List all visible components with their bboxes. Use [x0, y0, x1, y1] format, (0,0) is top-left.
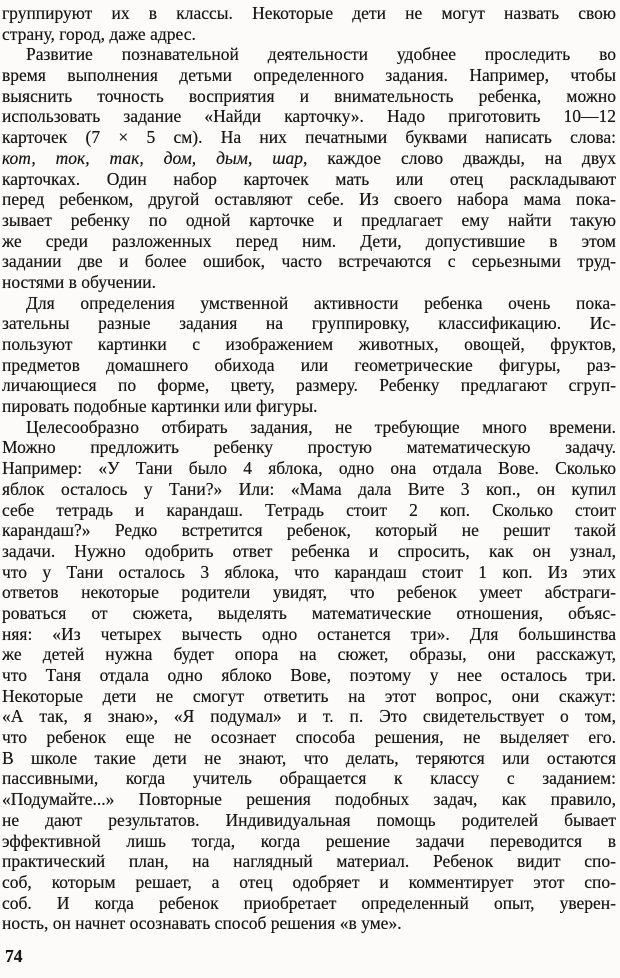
- text-segment: практический план, на наглядный материал. Ребенок видит спо-: [2, 851, 616, 872]
- text-segment: предметов домашнего обихода или геометрические фигуры, раз-: [2, 354, 616, 375]
- text-line: [2, 479, 616, 500]
- text-segment: Некоторые дети не смогут ответить на этот вопрос, они скажут:: [2, 685, 616, 706]
- text-line: [2, 396, 616, 417]
- text-segment: ность, он начнет осознавать способ решения «в уме».: [2, 913, 402, 934]
- text-line: [2, 768, 616, 789]
- text-segment: перед ребенком, другой оставляют себе. Из своего набора мама пока-: [2, 189, 616, 210]
- text-line: [2, 500, 616, 521]
- text-line: [2, 706, 616, 727]
- text-line: [2, 562, 616, 583]
- text-line: [2, 169, 616, 190]
- text-segment: пассивными, когда учитель обращается к классу с заданием:: [2, 768, 616, 789]
- text-segment: Для определения умственной активности ребенка очень пока-: [26, 292, 616, 313]
- text-segment: что ребенок еще не осознает способа решения, не выделяет его.: [2, 727, 616, 748]
- text-line: [2, 86, 616, 107]
- text-line: [2, 789, 616, 810]
- text-segment: соб, которым решает, а отец одобряет и комментирует этот спо-: [2, 871, 616, 892]
- italic-text-segment: кот, ток, так, дом, дым, шар: [2, 147, 303, 168]
- text-line: [2, 810, 616, 831]
- text-line: [2, 44, 616, 65]
- text-segment: личающиеся по форме, цвету, размеру. Ребенку предлагают сгруп-: [2, 375, 616, 396]
- text-line: [2, 665, 616, 686]
- text-line: [2, 293, 616, 314]
- text-segment: пользуют картинки с изображением животных, овощей, фруктов,: [2, 334, 616, 354]
- text-line: [2, 913, 616, 934]
- text-line: [2, 127, 616, 148]
- text-segment: «Подумайте...» Повторные решения подобных задач, как правило,: [2, 789, 616, 810]
- text-segment: пировать подобные картинки или фигуры.: [2, 396, 318, 417]
- text-segment: зательны разные задания на группировку, классификацию. Ис-: [2, 313, 616, 334]
- text-segment: Можно предложить ребенку простую математическую задачу.: [2, 437, 616, 458]
- text-segment: задачи. Нужно одобрить ответ ребенка и спросить, как он узнал,: [2, 540, 616, 561]
- text-line: [2, 603, 616, 624]
- text-line: [2, 210, 616, 231]
- text-line: [2, 334, 616, 355]
- text-line: [2, 893, 616, 914]
- text-line: [2, 437, 616, 458]
- text-segment: карандаш?» Редко встретится ребенок, который не решит такой: [2, 520, 616, 541]
- text-line: [2, 686, 616, 707]
- text-segment: карточках. Один набор карточек мать или отец раскладывают: [2, 168, 616, 189]
- text-line: [2, 582, 616, 603]
- text-segment: роваться от сюжета, выделять математические отношения, объяс-: [2, 602, 616, 623]
- text-segment: соб. И когда ребенок приобретает определенный опыт, уверен-: [2, 892, 616, 913]
- text-line: [2, 727, 616, 748]
- text-segment: себе тетрадь и карандаш. Тетрадь стоит 2 коп. Сколько стоит: [2, 499, 616, 520]
- text-line: [2, 458, 616, 479]
- text-segment: В школе такие дети не знают, что делать, теряются или остаются: [2, 747, 616, 768]
- text-line: [2, 872, 616, 893]
- text-segment: же среди разложенных перед ним. Дети, допустившие в этом: [2, 230, 616, 251]
- text-segment: ответов некоторые родители увидят, что ребенок умеет абстраги-: [2, 582, 616, 603]
- text-line: [2, 375, 616, 396]
- text-segment: группируют их в классы. Некоторые дети не могут назвать свою: [2, 3, 616, 23]
- text-segment: что у Тани осталось 3 яблока, что карандаш стоит 1 коп. Из этих: [2, 561, 616, 582]
- text-segment: «А так, я знаю», «Я подумал» и т. п. Это свидетельствует о том,: [2, 706, 616, 727]
- page-number: 74: [5, 945, 23, 966]
- text-line: [2, 65, 616, 86]
- text-block: [2, 3, 616, 934]
- text-line: [2, 624, 616, 645]
- text-line: [2, 520, 616, 541]
- text-segment: же детей нужна будет опора на сюжет, образы, они расскажут,: [2, 644, 616, 665]
- text-segment: ностями в обучении.: [2, 271, 157, 292]
- text-line: [2, 851, 616, 872]
- text-segment: время выполнения детьми определенного задания. Например, чтобы: [2, 65, 616, 86]
- text-line: [2, 24, 616, 45]
- text-line: [2, 106, 616, 127]
- text-segment: Развитие познавательной деятельности удобнее проследить во: [26, 44, 616, 65]
- text-segment: использовать задание «Найди карточку». Надо приготовить 10—12: [2, 106, 616, 127]
- text-segment: задании две и более ошибок, часто встречаются с серьезными труд-: [2, 251, 616, 272]
- text-segment: выяснить точность восприятия и внимательность ребенка, можно: [2, 85, 616, 106]
- text-line: [2, 748, 616, 769]
- text-segment: Целесообразно отбирать задания, не требующие много времени.: [26, 416, 616, 437]
- text-segment: няя: «Из четырех вычесть одно останется три». Для большинства: [2, 623, 616, 644]
- text-segment: яблок осталось у Тани?» Или: «Мама дала Вите 3 коп., он купил: [2, 478, 616, 499]
- text-segment: карточек (7 × 5 см). На них печатными буквами написать слова:: [2, 127, 616, 148]
- text-line: [2, 313, 616, 334]
- text-segment: эффективной лишь тогда, когда решение задачи переводится в: [2, 830, 616, 851]
- text-line: [2, 417, 616, 438]
- text-segment: не дают результатов. Индивидуальная помощь родителей бывает: [2, 809, 616, 830]
- text-line: [2, 644, 616, 665]
- text-line: [2, 148, 616, 169]
- text-line: [2, 231, 616, 252]
- text-line: [2, 3, 616, 24]
- text-line: [2, 355, 616, 376]
- text-line: [2, 272, 616, 293]
- text-line: [2, 831, 616, 852]
- text-segment: , каждое слово дважды, на двух: [303, 147, 616, 168]
- text-line: [2, 189, 616, 210]
- text-segment: зывает ребенку по одной карточке и предлагает ему найти такую: [2, 209, 616, 230]
- text-line: [2, 541, 616, 562]
- text-segment: что Таня отдала одно яблоко Вове, поэтому у нее осталось три.: [2, 665, 616, 685]
- text-segment: Например: «У Тани было 4 яблока, одно она отдала Вове. Сколько: [2, 458, 616, 479]
- text-line: [2, 251, 616, 272]
- text-segment: страну, город, даже адрес.: [2, 23, 196, 44]
